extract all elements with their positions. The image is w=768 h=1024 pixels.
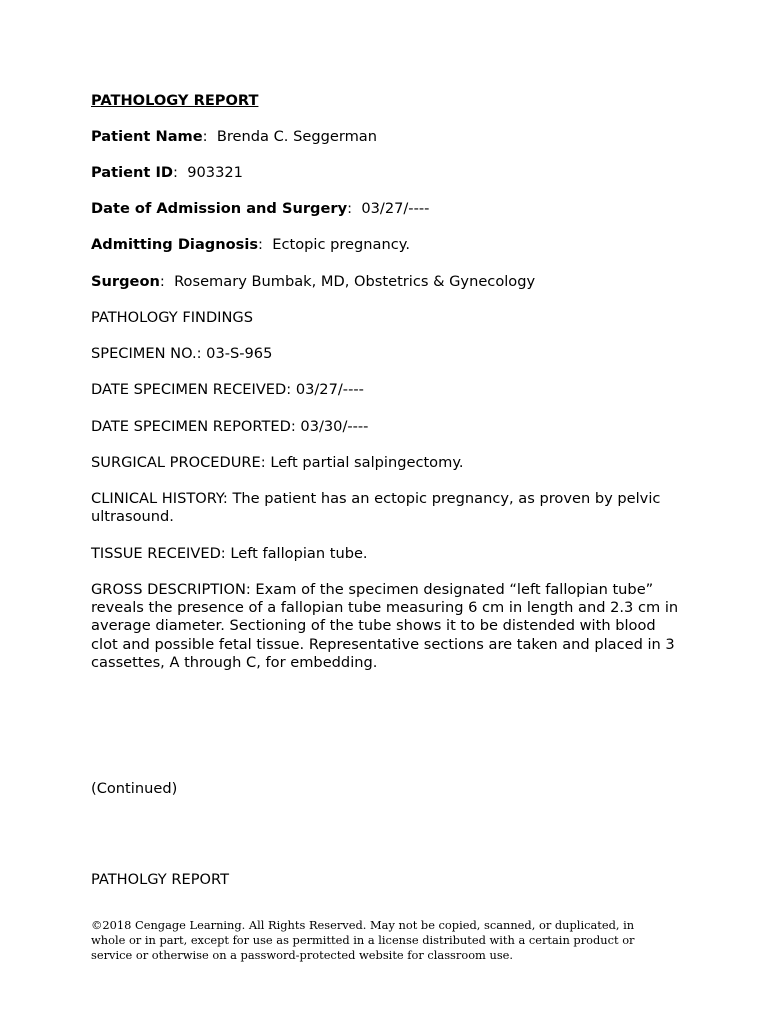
admission-value: 03/27/---- — [361, 200, 430, 217]
report-title: PATHOLOGY REPORT — [91, 92, 259, 109]
surgical-procedure: SURGICAL PROCEDURE: Left partial salpingectomy. — [91, 454, 464, 471]
date-specimen-reported: DATE SPECIMEN REPORTED: 03/30/---- — [91, 418, 369, 435]
patient-id-row: Patient ID: 903321 — [91, 164, 243, 181]
diagnosis-label: Admitting Diagnosis — [91, 236, 259, 253]
date-specimen-received: DATE SPECIMEN RECEIVED: 03/27/---- — [91, 381, 364, 398]
tissue-received: TISSUE RECEIVED: Left fallopian tube. — [91, 545, 368, 562]
surgeon-value: Rosemary Bumbak, MD, Obstetrics & Gynecology — [174, 273, 536, 290]
findings-heading: PATHOLOGY FINDINGS — [91, 309, 253, 326]
footer-heading: PATHOLGY REPORT — [91, 871, 229, 888]
continued-note: (Continued) — [91, 780, 178, 797]
patient-id-label: Patient ID — [91, 164, 174, 181]
diagnosis-value: Ectopic pregnancy. — [272, 236, 410, 253]
gross-description: GROSS DESCRIPTION: Exam of the specimen designated “left fallopian tube” reveals the presence of a fallopian tube measuring 6 cm in length and 2.3 cm in average diameter. Sectioning of the tube shows it to be distended with blood clot and possible fetal tissue. Representative sections are taken and placed in 3 cassettes, A through C, for embedding. — [91, 581, 679, 671]
patient-name-label: Patient Name — [91, 128, 203, 145]
patient-name-value: Brenda C. Seggerman — [216, 128, 377, 145]
copyright-notice: ©2018 Cengage Learning. All Rights Reserved. May not be copied, scanned, or duplicated, in whole or in part, except for use as permitted in a license distributed with a certain product or service or otherwise on a password-protected website for classroom use. — [91, 918, 635, 962]
surgeon-row: Surgeon: Rosemary Bumbak, MD, Obstetrics & Gynecology — [91, 273, 536, 290]
specimen-number: SPECIMEN NO.: 03-S-965 — [91, 345, 273, 362]
surgeon-label: Surgeon — [91, 273, 160, 290]
patient-id-value: 903321 — [187, 164, 243, 181]
admission-row: Date of Admission and Surgery: 03/27/---- — [91, 200, 430, 217]
admission-label: Date of Admission and Surgery — [91, 200, 348, 217]
clinical-history: CLINICAL HISTORY: The patient has an ectopic pregnancy, as proven by pelvic ultrasound. — [91, 490, 661, 526]
diagnosis-row: Admitting Diagnosis: Ectopic pregnancy. — [91, 236, 410, 253]
patient-name-row: Patient Name: Brenda C. Seggerman — [91, 128, 377, 145]
